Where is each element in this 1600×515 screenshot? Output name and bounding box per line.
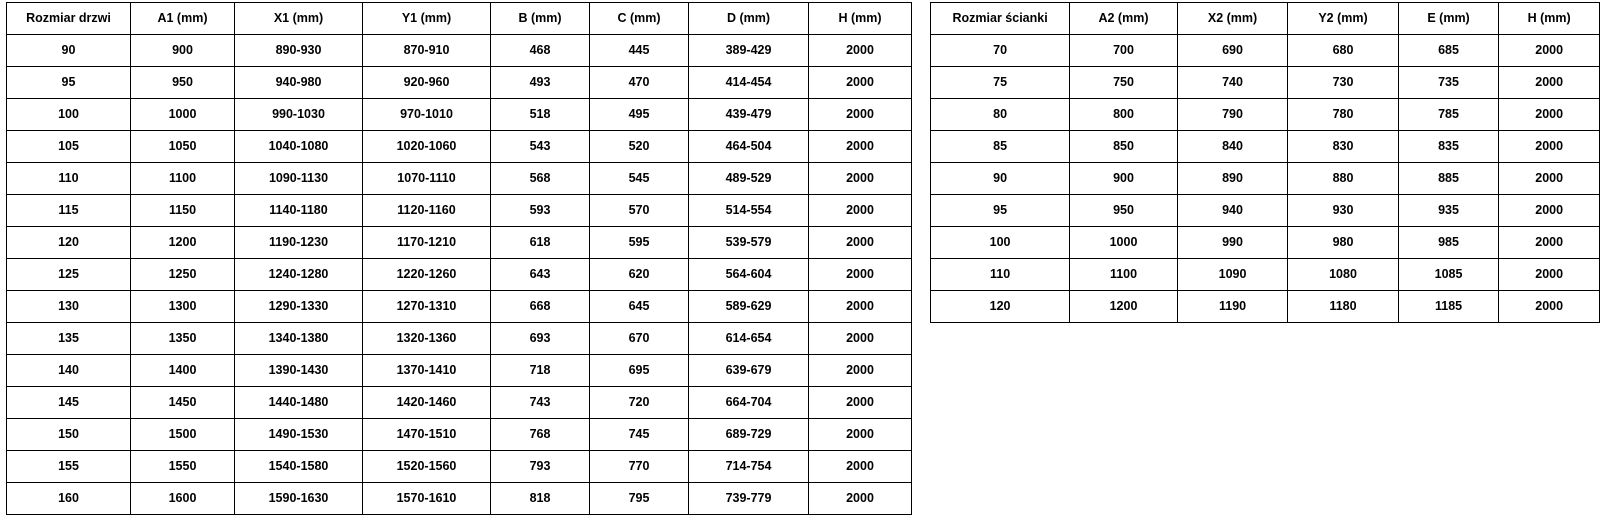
walls-cell: 990 xyxy=(1177,227,1287,259)
doors-cell: 614-654 xyxy=(689,323,809,355)
walls-cell: 680 xyxy=(1288,35,1398,67)
table-row xyxy=(931,227,1600,259)
table-row xyxy=(7,419,912,451)
doors-cell: 818 xyxy=(491,483,590,515)
walls-cell: 2000 xyxy=(1499,99,1600,131)
table-row xyxy=(7,355,912,387)
walls-cell: 830 xyxy=(1288,131,1398,163)
doors-cell: 2000 xyxy=(809,227,912,259)
walls-cell: 850 xyxy=(1070,131,1178,163)
walls-cell: 930 xyxy=(1288,195,1398,227)
table-row xyxy=(931,131,1600,163)
table-row xyxy=(7,195,912,227)
doors-cell: 445 xyxy=(590,35,689,67)
walls-cell: 1090 xyxy=(1177,259,1287,291)
doors-cell: 1470-1510 xyxy=(363,419,491,451)
doors-column-header: X1 (mm) xyxy=(235,3,363,35)
walls-cell: 2000 xyxy=(1499,163,1600,195)
doors-cell: 1220-1260 xyxy=(363,259,491,291)
doors-cell: 970-1010 xyxy=(363,99,491,131)
doors-cell: 2000 xyxy=(809,355,912,387)
walls-cell: 950 xyxy=(1070,195,1178,227)
doors-cell: 695 xyxy=(590,355,689,387)
doors-cell: 160 xyxy=(7,483,131,515)
walls-cell: 2000 xyxy=(1499,259,1600,291)
doors-dimensions-table-container xyxy=(6,2,912,515)
table-row xyxy=(7,323,912,355)
walls-cell: 785 xyxy=(1398,99,1499,131)
doors-column-header: Rozmiar drzwi xyxy=(7,3,131,35)
doors-cell: 870-910 xyxy=(363,35,491,67)
doors-cell: 1490-1530 xyxy=(235,419,363,451)
doors-cell: 950 xyxy=(131,67,235,99)
doors-cell: 2000 xyxy=(809,451,912,483)
doors-cell: 468 xyxy=(491,35,590,67)
doors-cell: 1550 xyxy=(131,451,235,483)
walls-cell: 780 xyxy=(1288,99,1398,131)
doors-cell: 2000 xyxy=(809,483,912,515)
doors-cell: 1070-1110 xyxy=(363,163,491,195)
doors-cell: 1240-1280 xyxy=(235,259,363,291)
walls-cell: 2000 xyxy=(1499,35,1600,67)
doors-cell: 718 xyxy=(491,355,590,387)
doors-cell: 470 xyxy=(590,67,689,99)
doors-cell: 793 xyxy=(491,451,590,483)
doors-cell: 2000 xyxy=(809,195,912,227)
walls-cell: 100 xyxy=(931,227,1070,259)
doors-cell: 1290-1330 xyxy=(235,291,363,323)
walls-cell: 1200 xyxy=(1070,291,1178,323)
walls-column-header: A2 (mm) xyxy=(1070,3,1178,35)
doors-cell: 1400 xyxy=(131,355,235,387)
table-row xyxy=(931,35,1600,67)
doors-column-header: A1 (mm) xyxy=(131,3,235,35)
doors-cell: 589-629 xyxy=(689,291,809,323)
walls-cell: 80 xyxy=(931,99,1070,131)
doors-cell: 1300 xyxy=(131,291,235,323)
doors-column-header: H (mm) xyxy=(809,3,912,35)
table-row xyxy=(7,131,912,163)
walls-cell: 2000 xyxy=(1499,195,1600,227)
walls-cell: 1190 xyxy=(1177,291,1287,323)
walls-cell: 980 xyxy=(1288,227,1398,259)
doors-cell: 100 xyxy=(7,99,131,131)
walls-cell: 90 xyxy=(931,163,1070,195)
doors-cell: 2000 xyxy=(809,387,912,419)
doors-cell: 743 xyxy=(491,387,590,419)
doors-cell: 389-429 xyxy=(689,35,809,67)
doors-cell: 493 xyxy=(491,67,590,99)
doors-cell: 125 xyxy=(7,259,131,291)
doors-cell: 1500 xyxy=(131,419,235,451)
doors-cell: 1520-1560 xyxy=(363,451,491,483)
walls-cell: 730 xyxy=(1288,67,1398,99)
walls-cell: 935 xyxy=(1398,195,1499,227)
doors-cell: 1350 xyxy=(131,323,235,355)
walls-cell: 1100 xyxy=(1070,259,1178,291)
doors-cell: 564-604 xyxy=(689,259,809,291)
doors-column-header: D (mm) xyxy=(689,3,809,35)
walls-column-header: Rozmiar ścianki xyxy=(931,3,1070,35)
doors-cell: 920-960 xyxy=(363,67,491,99)
doors-cell: 439-479 xyxy=(689,99,809,131)
doors-cell: 618 xyxy=(491,227,590,259)
walls-cell: 2000 xyxy=(1499,227,1600,259)
doors-cell: 2000 xyxy=(809,35,912,67)
doors-cell: 150 xyxy=(7,419,131,451)
doors-cell: 2000 xyxy=(809,163,912,195)
doors-cell: 539-579 xyxy=(689,227,809,259)
doors-cell: 110 xyxy=(7,163,131,195)
table-row xyxy=(7,67,912,99)
doors-cell: 1020-1060 xyxy=(363,131,491,163)
table-row xyxy=(7,387,912,419)
doors-cell: 2000 xyxy=(809,419,912,451)
doors-cell: 1320-1360 xyxy=(363,323,491,355)
walls-cell: 940 xyxy=(1177,195,1287,227)
doors-cell: 1100 xyxy=(131,163,235,195)
walls-cell: 70 xyxy=(931,35,1070,67)
doors-cell: 693 xyxy=(491,323,590,355)
doors-cell: 670 xyxy=(590,323,689,355)
table-row xyxy=(7,451,912,483)
doors-cell: 1420-1460 xyxy=(363,387,491,419)
walls-cell: 750 xyxy=(1070,67,1178,99)
table-row xyxy=(931,99,1600,131)
doors-cell: 1440-1480 xyxy=(235,387,363,419)
doors-cell: 595 xyxy=(590,227,689,259)
walls-cell: 1080 xyxy=(1288,259,1398,291)
doors-cell: 739-779 xyxy=(689,483,809,515)
doors-cell: 568 xyxy=(491,163,590,195)
doors-column-header: C (mm) xyxy=(590,3,689,35)
doors-cell: 745 xyxy=(590,419,689,451)
walls-cell: 1185 xyxy=(1398,291,1499,323)
doors-cell: 668 xyxy=(491,291,590,323)
doors-cell: 1370-1410 xyxy=(363,355,491,387)
walls-cell: 735 xyxy=(1398,67,1499,99)
table-row xyxy=(931,291,1600,323)
doors-cell: 664-704 xyxy=(689,387,809,419)
walls-column-header: Y2 (mm) xyxy=(1288,3,1398,35)
table-header-row xyxy=(7,3,912,35)
doors-cell: 890-930 xyxy=(235,35,363,67)
doors-cell: 795 xyxy=(590,483,689,515)
doors-cell: 2000 xyxy=(809,291,912,323)
doors-cell: 689-729 xyxy=(689,419,809,451)
doors-cell: 2000 xyxy=(809,259,912,291)
walls-column-header: H (mm) xyxy=(1499,3,1600,35)
doors-cell: 1120-1160 xyxy=(363,195,491,227)
doors-cell: 570 xyxy=(590,195,689,227)
doors-cell: 140 xyxy=(7,355,131,387)
table-row xyxy=(7,483,912,515)
doors-cell: 639-679 xyxy=(689,355,809,387)
doors-cell: 1050 xyxy=(131,131,235,163)
doors-cell: 714-754 xyxy=(689,451,809,483)
doors-cell: 1250 xyxy=(131,259,235,291)
doors-cell: 155 xyxy=(7,451,131,483)
walls-cell: 1180 xyxy=(1288,291,1398,323)
walls-cell: 2000 xyxy=(1499,67,1600,99)
doors-cell: 489-529 xyxy=(689,163,809,195)
walls-cell: 840 xyxy=(1177,131,1287,163)
table-row xyxy=(7,227,912,259)
doors-cell: 1150 xyxy=(131,195,235,227)
walls-cell: 85 xyxy=(931,131,1070,163)
doors-cell: 2000 xyxy=(809,323,912,355)
doors-cell: 645 xyxy=(590,291,689,323)
walls-cell: 1085 xyxy=(1398,259,1499,291)
doors-cell: 518 xyxy=(491,99,590,131)
doors-cell: 90 xyxy=(7,35,131,67)
doors-cell: 105 xyxy=(7,131,131,163)
doors-cell: 2000 xyxy=(809,99,912,131)
doors-column-header: B (mm) xyxy=(491,3,590,35)
doors-cell: 1390-1430 xyxy=(235,355,363,387)
doors-cell: 593 xyxy=(491,195,590,227)
doors-cell: 620 xyxy=(590,259,689,291)
doors-cell: 1340-1380 xyxy=(235,323,363,355)
walls-dimensions-table-container xyxy=(930,2,1600,323)
doors-cell: 543 xyxy=(491,131,590,163)
doors-cell: 1190-1230 xyxy=(235,227,363,259)
walls-cell: 880 xyxy=(1288,163,1398,195)
walls-cell: 885 xyxy=(1398,163,1499,195)
doors-cell: 990-1030 xyxy=(235,99,363,131)
walls-cell: 890 xyxy=(1177,163,1287,195)
table-row xyxy=(7,163,912,195)
doors-cell: 770 xyxy=(590,451,689,483)
table-row xyxy=(7,35,912,67)
walls-cell: 790 xyxy=(1177,99,1287,131)
doors-cell: 120 xyxy=(7,227,131,259)
doors-cell: 1570-1610 xyxy=(363,483,491,515)
doors-cell: 2000 xyxy=(809,131,912,163)
table-row xyxy=(7,99,912,131)
doors-cell: 95 xyxy=(7,67,131,99)
doors-cell: 2000 xyxy=(809,67,912,99)
doors-cell: 720 xyxy=(590,387,689,419)
table-row xyxy=(7,259,912,291)
doors-cell: 545 xyxy=(590,163,689,195)
doors-cell: 464-504 xyxy=(689,131,809,163)
doors-cell: 514-554 xyxy=(689,195,809,227)
doors-cell: 1140-1180 xyxy=(235,195,363,227)
walls-cell: 2000 xyxy=(1499,131,1600,163)
doors-cell: 135 xyxy=(7,323,131,355)
doors-cell: 520 xyxy=(590,131,689,163)
walls-cell: 740 xyxy=(1177,67,1287,99)
doors-cell: 1600 xyxy=(131,483,235,515)
walls-cell: 95 xyxy=(931,195,1070,227)
walls-cell: 2000 xyxy=(1499,291,1600,323)
doors-cell: 115 xyxy=(7,195,131,227)
doors-cell: 768 xyxy=(491,419,590,451)
walls-cell: 800 xyxy=(1070,99,1178,131)
walls-dimensions-table xyxy=(930,2,1600,323)
doors-cell: 940-980 xyxy=(235,67,363,99)
walls-cell: 1000 xyxy=(1070,227,1178,259)
table-row xyxy=(931,67,1600,99)
doors-cell: 1540-1580 xyxy=(235,451,363,483)
doors-cell: 145 xyxy=(7,387,131,419)
doors-cell: 414-454 xyxy=(689,67,809,99)
doors-cell: 1270-1310 xyxy=(363,291,491,323)
table-row xyxy=(931,259,1600,291)
doors-cell: 643 xyxy=(491,259,590,291)
walls-cell: 75 xyxy=(931,67,1070,99)
table-row xyxy=(7,291,912,323)
doors-cell: 495 xyxy=(590,99,689,131)
walls-column-header: E (mm) xyxy=(1398,3,1499,35)
walls-cell: 110 xyxy=(931,259,1070,291)
doors-cell: 1000 xyxy=(131,99,235,131)
table-row xyxy=(931,195,1600,227)
walls-cell: 690 xyxy=(1177,35,1287,67)
doors-cell: 130 xyxy=(7,291,131,323)
walls-column-header: X2 (mm) xyxy=(1177,3,1287,35)
doors-cell: 1090-1130 xyxy=(235,163,363,195)
table-row xyxy=(931,163,1600,195)
walls-cell: 120 xyxy=(931,291,1070,323)
doors-cell: 1170-1210 xyxy=(363,227,491,259)
table-header-row xyxy=(931,3,1600,35)
doors-dimensions-table xyxy=(6,2,912,515)
doors-cell: 1040-1080 xyxy=(235,131,363,163)
walls-cell: 900 xyxy=(1070,163,1178,195)
doors-cell: 1450 xyxy=(131,387,235,419)
doors-column-header: Y1 (mm) xyxy=(363,3,491,35)
walls-cell: 700 xyxy=(1070,35,1178,67)
walls-cell: 835 xyxy=(1398,131,1499,163)
doors-cell: 900 xyxy=(131,35,235,67)
doors-cell: 1200 xyxy=(131,227,235,259)
walls-cell: 985 xyxy=(1398,227,1499,259)
doors-cell: 1590-1630 xyxy=(235,483,363,515)
walls-cell: 685 xyxy=(1398,35,1499,67)
